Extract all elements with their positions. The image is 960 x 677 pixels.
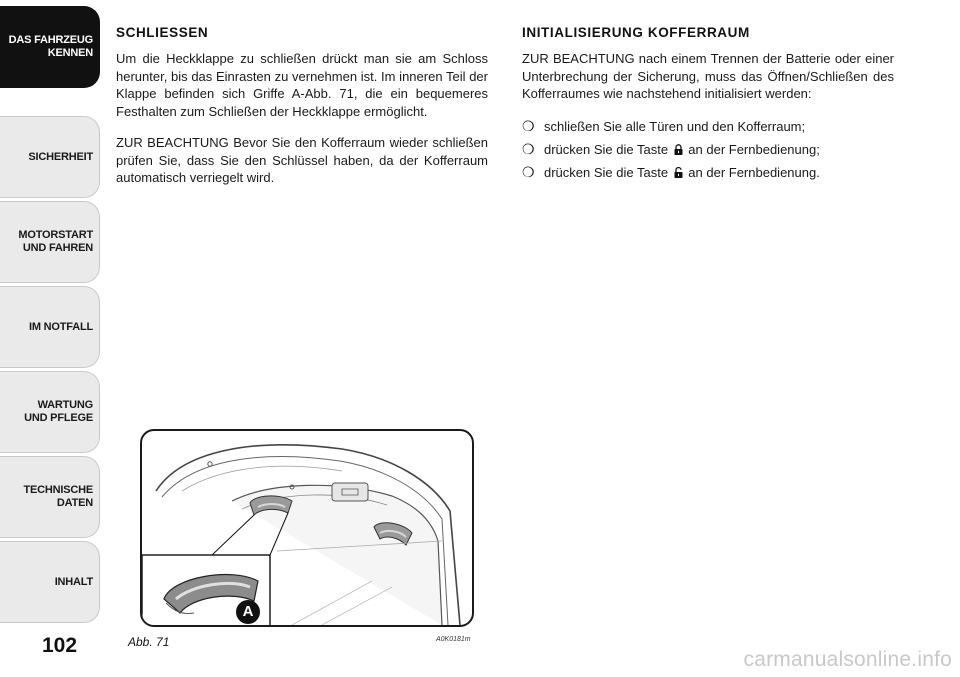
trunk-handle-illustration [140,429,474,627]
tab-technische-daten[interactable] [0,456,100,538]
tab-label: WARTUNG UND PFLEGE [24,399,93,424]
lock-open-icon [674,167,683,178]
figure-code: A0K0181m [436,636,471,643]
list-item-text-post: an der Fernbedienung. [684,164,820,180]
tailgate-drawing [142,431,472,625]
tab-das-fahrzeug-kennen[interactable] [0,6,100,88]
section-heading: INITIALISIERUNG KOFFERRAUM [522,25,750,40]
tab-sicherheit[interactable] [0,116,100,198]
tab-motorstart-und-fahren[interactable] [0,201,100,283]
lock-closed-icon [674,144,683,155]
tab-label: INHALT [54,575,93,588]
tab-label: DAS FAHRZEUG KENNEN [8,34,93,59]
note-paragraph: ZUR BEACHTUNG Bevor Sie den Kofferraum wieder schließen prüfen Sie, dass Sie den Schlüssel haben, da der Kofferraum automatisch verriegelt wird. [116,135,488,185]
list-item-text-pre: drücken Sie die Taste [544,141,672,157]
tab-inhalt[interactable] [0,541,100,623]
list-item [522,163,894,182]
watermark: carmanualsonline.info [743,648,952,671]
figure-caption: Abb. 71 [128,635,170,649]
list-item-text-post: an der Fernbedienung; [684,141,820,157]
list-item-text: schließen Sie alle Türen und den Kofferraum; [544,118,806,134]
section-initialisierung [522,25,894,186]
list-item [522,140,894,159]
page-number: 102 [42,634,78,657]
tab-wartung-und-pflege[interactable] [0,371,100,453]
section-schliessen [116,25,488,201]
bullet-icon: ❍ [522,117,535,134]
list-item [522,117,894,136]
bullet-icon: ❍ [522,140,535,157]
tab-label: TECHNISCHE DATEN [23,484,93,509]
tab-label: MOTORSTART UND FAHREN [18,229,93,254]
tab-label: SICHERHEIT [28,150,93,163]
note-paragraph: ZUR BEACHTUNG nach einem Trennen der Batterie oder einer Unterbrechung der Sicherung, muss das Öffnen/Schließen des Kofferraumes wie nachstehend initialisiert werden: [522,51,894,101]
paragraph: Um die Heckklappe zu schließen drückt man sie am Schloss herunter, bis das Einrasten zu vernehmen ist. Im inneren Teil der Klappe befinden sich Griffe A-Abb. 71, die ein bequemeres Festhalten zum Schließen der Heckklappe ermöglicht. [116,51,488,119]
tab-im-notfall[interactable] [0,286,100,368]
tab-label: IM NOTFALL [29,320,93,333]
instruction-list [522,117,894,182]
bullet-icon: ❍ [522,163,535,180]
list-item-text-pre: drücken Sie die Taste [544,164,672,180]
chapter-sidebar [0,0,104,640]
section-heading: SCHLIESSEN [116,25,209,40]
callout-a-label: A [242,603,254,620]
